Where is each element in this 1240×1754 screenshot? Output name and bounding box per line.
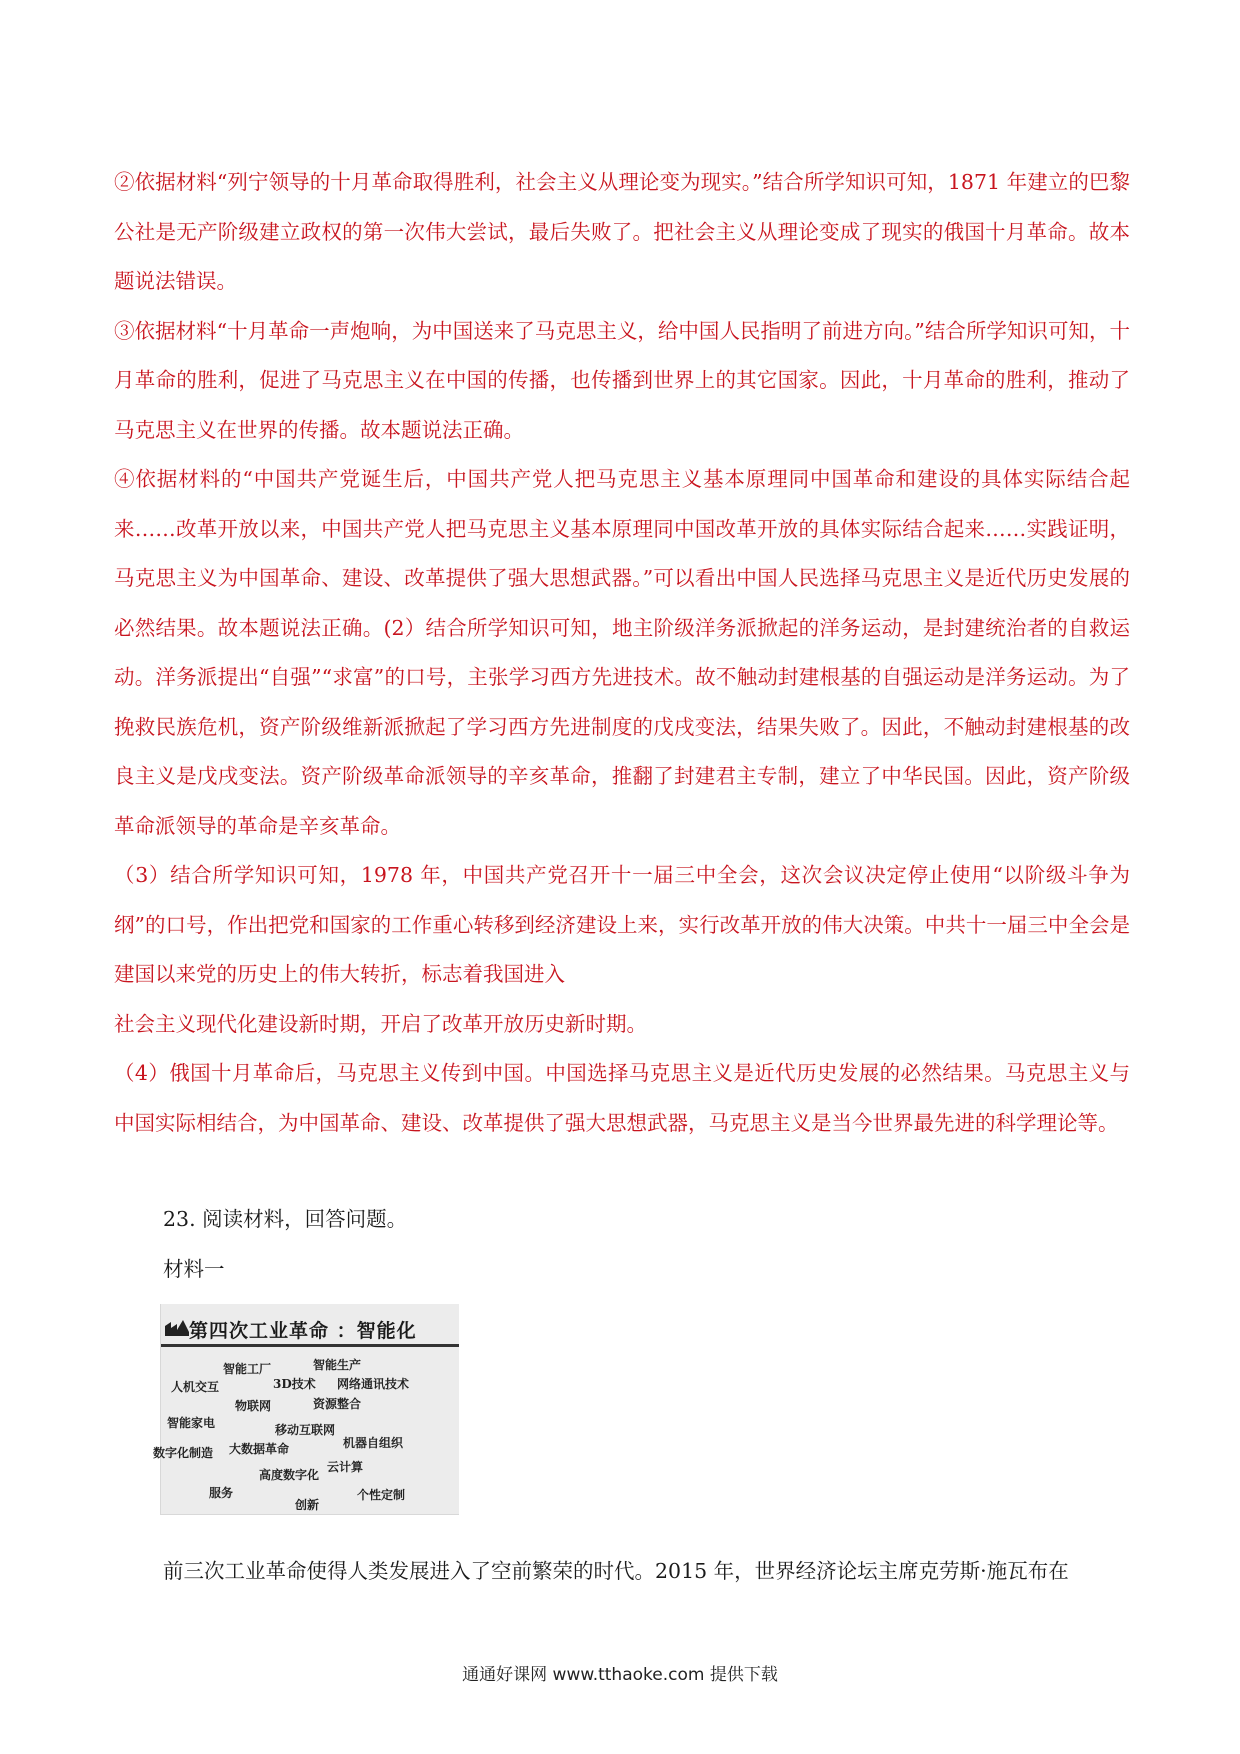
industrial-revolution-figure — [153, 1304, 459, 1515]
figure-keyword: 移动互联网 — [275, 1423, 336, 1437]
answer-paragraph: ④依据材料的“中国共产党诞生后，中国共产党人把马克思主义基本原理同中国革命和建设的具体实际结合起来……改革开放以来，中国共产党人把马克思主义基本原理同中国改革开放的具体实际结合起来……实践证明，马克思主义为中国革命、建设、改革提供了强大思想武器。”可以看出中国人民选择马克思主义是近代历史发展的必然结果。故本题说法正确。(2）结合所学知识可知，地主阶级洋务派掀起的洋务运动，是封建统治者的自救运动。洋务派提出“自强”“求富”的口号，主张学习西方先进技术。故不触动封建根基的自强运动是洋务运动。为了挽救民族危机，资产阶级维新派掀起了学习西方先进制度的戊戌变法，结果失败了。因此，不触动封建根基的改良主义是戊戌变法。资产阶级革命派领导的辛亥革命，推翻了封建君主专制，建立了中华民国。因此，资产阶级革命派领导的革命是辛亥革命。 — [114, 467, 1130, 838]
figure-keyword: 3D技术 — [273, 1377, 316, 1391]
factory-icon — [165, 1318, 189, 1336]
material-label: 材料一 — [163, 1257, 225, 1281]
figure-keyword: 智能家电 — [167, 1416, 216, 1430]
figure-keyword: 大数据革命 — [229, 1442, 290, 1456]
figure-keyword: 物联网 — [235, 1399, 272, 1413]
answer-paragraph: （4）俄国十月革命后，马克思主义传到中国。中国选择马克思主义是近代历史发展的必然结果。马克思主义与中国实际相结合，为中国革命、建设、改革提供了强大思想武器，马克思主义是当今世界最先进的科学理论等。 — [114, 1061, 1130, 1135]
figure-keyword: 资源整合 — [313, 1397, 362, 1411]
answer-paragraph: ②依据材料“列宁领导的十月革命取得胜利，社会主义从理论变为现实。”结合所学知识可知，1871 年建立的巴黎公社是无产阶级建立政权的第一次伟大尝试，最后失败了。把社会主义从理论变成了现实的俄国十月革命。故本题说法错误。 — [114, 170, 1130, 293]
figure-keyword: 服务 — [209, 1486, 234, 1500]
figure-keyword: 数字化制造 — [153, 1446, 214, 1460]
question-23 — [163, 1194, 1123, 1294]
figure-keyword: 个性定制 — [357, 1488, 406, 1502]
answer-paragraph: ③依据材料“十月革命一声炮响，为中国送来了马克思主义，给中国人民指明了前进方向。”结合所学知识可知，十月革命的胜利，促进了马克思主义在中国的传播，也传播到世界上的其它国家。因此，十月革命的胜利，推动了马克思主义在世界的传播。故本题说法正确。 — [114, 318, 1130, 442]
figure-keyword: 机器自组织 — [343, 1436, 404, 1450]
answer-paragraph: 社会主义现代化建设新时期，开启了改革开放历史新时期。 — [114, 1011, 647, 1036]
answer-explanation — [114, 158, 1130, 1148]
figure-keyword: 创新 — [295, 1498, 320, 1512]
figure-title: 第四次工业革命 ：智能化 — [189, 1320, 417, 1342]
figure-keyword: 云计算 — [327, 1460, 364, 1474]
question-stem: 23. 阅读材料，回答问题。 — [163, 1207, 408, 1231]
figure-keyword: 智能生产 — [313, 1358, 362, 1372]
figure-keyword: 智能工厂 — [223, 1362, 272, 1376]
figure-keyword: 人机交互 — [171, 1380, 220, 1394]
material-text: 前三次工业革命使得人类发展进入了空前繁荣的时代。2015 年，世界经济论坛主席克劳斯·施瓦布在 — [163, 1559, 1069, 1583]
answer-paragraph: （3）结合所学知识可知，1978 年，中国共产党召开十一届三中全会，这次会议决定停止使用“以阶级斗争为纲”的口号，作出把党和国家的工作重心转移到经济建设上来，实行改革开放的伟大决策。中共十一届三中全会是建国以来党的历史上的伟大转折，标志着我国进入 — [114, 863, 1130, 986]
figure-keyword: 网络通讯技术 — [337, 1377, 410, 1391]
figure-divider — [161, 1344, 459, 1347]
figure-keyword: 高度数字化 — [259, 1468, 320, 1482]
page-footer: 通通好课网 www.tthaoke.com 提供下载 — [462, 1665, 778, 1685]
